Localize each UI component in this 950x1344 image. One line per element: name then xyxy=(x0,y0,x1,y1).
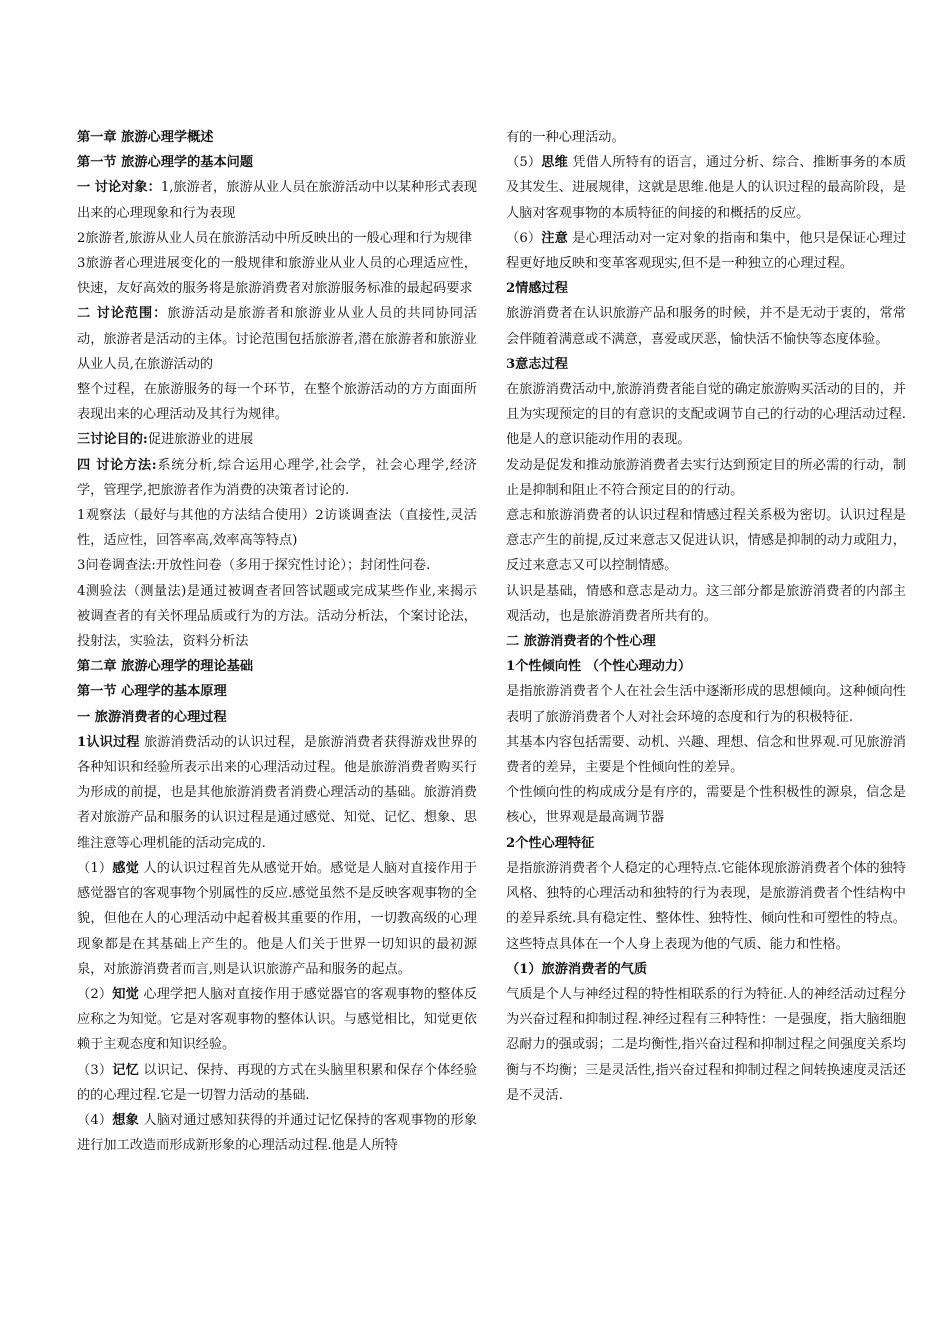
paragraph: 1观察法（最好与其他的方法结合使用）2访谈调查法（直接性,灵活性，适应性，回答率高,效率高等特点) xyxy=(77,508,477,549)
paragraph: 3旅游者心理进展变化的一般规律和旅游业从业人员的心理适应性，快速，友好高效的服务将是旅游消费者对旅游服务标准的最起码要求 xyxy=(77,256,477,297)
paragraph-memory xyxy=(77,1058,477,1108)
paragraph: 4测验法（测量法)是通过被调查者回答试题或完成某些作业,来揭示被调查者的有关怀理品质或行为的方法。活动分析法，个案讨论法，投射法，实验法，资料分析法 xyxy=(77,583,477,650)
paragraph-research-purpose xyxy=(77,427,477,452)
section-1-heading: 第一节 旅游心理学的基本问题 xyxy=(77,155,254,171)
paragraph-text: 旅游消费活动的认识过程，是旅游消费者获得游戏世界的各种知识和经验所表示出来的心理活动过程。他是旅游消费者购买行为形成的前提，也是其他旅游消费者消费心理活动的基础。旅游消费者对旅游产品和服务的认识过程是通过感觉、知觉、记忆、想象、思维注意等心理机能的活动完成的. xyxy=(77,734,477,851)
paragraph-number: （2） xyxy=(77,986,113,1002)
subsection-heading: 二 旅游消费者的个性心理 xyxy=(506,634,656,650)
subsection-heading: 一 旅游消费者的心理过程 xyxy=(77,709,227,725)
paragraph-text: 人的认识过程首先从感觉开始。感觉是人脑对直接作用于感觉器官的客观事物个别属性的反应.感觉虽然不是反映客观事物的全貌，但他在人的心理活动中起着极其重要的作用，一切教高级的心理现象都是在其基础上产生的。他是人们关于世界一切知识的最初源泉，对旅游消费者而言,则是认识旅游产品和服务的起点。 xyxy=(77,860,478,977)
paragraph-number: （1） xyxy=(77,860,113,876)
paragraph: 旅游消费者在认识旅游产品和服务的时候，并不是无动于衷的，常常会伴随着满意或不满意，喜爱或厌恶，愉快活不愉快等态度体验。 xyxy=(506,306,906,347)
will-heading: 3意志过程 xyxy=(506,356,568,372)
paragraph: 有的一种心理活动。 xyxy=(506,130,625,145)
paragraph: 个性倾向性的构成成分是有序的，需要是个性积极性的源泉，信念是核心，世界观是最高调节器 xyxy=(506,785,906,826)
paragraph-label: 思维 xyxy=(541,155,568,171)
left-column xyxy=(77,125,477,1158)
paragraph-label: 三讨论目的: xyxy=(77,432,148,448)
paragraph-text: 人脑对通过感知获得的并通过记忆保持的客观事物的形象进行加工改造而形成新形象的心理活动过程.他是人所特 xyxy=(77,1112,478,1154)
paragraph-text: 以识记、保持、再现的方式在头脑里积累和保存个体经验的的心理过程.它是一切智力活动的基础. xyxy=(77,1062,478,1103)
paragraph-label: 记忆 xyxy=(112,1062,139,1078)
paragraph: 2旅游者,旅游从业人员在旅游活动中所反映出的一般心理和行为规律 xyxy=(77,230,473,246)
paragraph-label: 一 讨论对象： xyxy=(77,180,161,196)
paragraph-research-scope xyxy=(77,301,477,377)
paragraph: 是指旅游消费者个人在社会生活中逐渐形成的思想倾向。这种倾向性表明了旅游消费者个人对社会环境的态度和行为的积极特征. xyxy=(506,684,906,725)
paragraph-text: 促进旅游业的进展 xyxy=(147,432,254,448)
paragraph-number: （4） xyxy=(77,1112,113,1128)
paragraph-text: 是心理活动对一定对象的指南和集中，他只是保证心理过程更好地反映和变革客观现实,但不是一种独立的心理过程。 xyxy=(506,230,907,272)
chapter-1-heading: 第一章 旅游心理学概述 xyxy=(77,130,214,145)
paragraph-text: 凭借人所特有的语言，通过分析、综合、推断事务的本质及其发生、进展规律，这就是思维.他是人的认识过程的最高阶段，是人脑对客观事物的本质特征的间接的和概括的反应。 xyxy=(506,155,907,221)
paragraph-number: （6） xyxy=(506,230,542,246)
paragraph: 意志和旅游消费者的认识过程和情感过程关系极为密切。认识过程是意志产生的前提,反过来意志又促进认识，情感是抑制的动力或阻力，反过来意志又可以控制情感。 xyxy=(506,508,906,574)
paragraph-number: （5） xyxy=(506,155,542,171)
paragraph: 是指旅游消费者个人稳定的心理特点.它能体现旅游消费者个体的独特风格、独特的心理活动和独特的行为表现，是旅游消费者个性结构中的差异系统.具有稳定性、整体性、独特性、倾向性和可塑性的特点。这些特点具体在一个人身上表现为他的气质、能力和性格。 xyxy=(506,860,906,952)
paragraph-label: 想象 xyxy=(112,1112,139,1128)
paragraph-label: 四 讨论方法: xyxy=(77,457,157,473)
personality-trait-heading: 2个性心理特征 xyxy=(506,835,595,851)
paragraph-sensation xyxy=(77,856,477,982)
paragraph-label: 注意 xyxy=(541,230,568,246)
emotion-heading: 2情感过程 xyxy=(506,281,568,297)
paragraph-attention xyxy=(506,226,906,276)
paragraph-label: 1认识过程 xyxy=(77,734,140,750)
paragraph: 其基本内容包括需要、动机、兴趣、理想、信念和世界观.可见旅游消费者的差异，主要是个性倾向性的差异。 xyxy=(506,734,906,776)
paragraph-number: （3） xyxy=(77,1062,113,1078)
paragraph: 在旅游消费活动中,旅游消费者能自觉的确定旅游购买活动的目的，并且为实现预定的目的有意识的支配或调节自己的行动的心理活动过程.他是人的意识能动作用的表现。 xyxy=(506,382,906,448)
paragraph: 气质是个人与神经过程的特性相联系的行为特征.人的神经活动过程分为兴奋过程和抑制过程.神经过程有三种特性：一是强度，指大脑细胞忍耐力的强或弱；二是均衡性,指兴奋过程和抑制过程之间强度关系均衡与不均衡；三是灵活性,指兴奋过程和抑制过程之间转换速度灵活还是不灵活. xyxy=(506,986,906,1103)
section-heading: 第一节 心理学的基本原理 xyxy=(77,684,227,700)
chapter-2-heading: 第二章 旅游心理学的理论基础 xyxy=(77,659,254,675)
paragraph: 整个过程，在旅游服务的每一个环节，在整个旅游活动的方方面面所表现出来的心理活动及其行为规律。 xyxy=(77,382,477,423)
paragraph-text: 1,旅游者，旅游从业人员在旅游活动中以某种形式表现出来的心理现象和行为表现 xyxy=(77,180,477,221)
right-column xyxy=(506,125,906,1108)
paragraph: 认识是基础，情感和意志是动力。这三部分都是旅游消费者的内部主观活动，也是旅游消费者所共有的。 xyxy=(506,583,906,624)
paragraph-imagination xyxy=(77,1108,477,1158)
paragraph-cognition xyxy=(77,730,477,856)
paragraph-text: 系统分析,综合运用心理学,社会学，社会心理学,经济学，管理学,把旅游者作为消费的决策者讨论的. xyxy=(77,457,477,498)
paragraph-label: 二 讨论范围： xyxy=(77,306,168,322)
personality-tendency-heading: 1个性倾向性 （个性心理动力） xyxy=(506,659,692,675)
paragraph: 3问卷调查法:开放性问卷（多用于探究性讨论）；封闭性问卷. xyxy=(77,558,431,574)
paragraph-text: 心理学把人脑对直接作用于感觉器官的客观事物的整体反应称之为知觉。它是对客观事物的整体认识。与感觉相比，知觉更依赖于主观态度和知识经验。 xyxy=(77,986,478,1053)
paragraph-research-method xyxy=(77,453,477,503)
temperament-heading: （1）旅游消费者的气质 xyxy=(506,961,648,977)
paragraph: 发动是促发和推动旅游消费者去实行达到预定目的所必需的行动，制止是抑制和阻止不符合预定目的的行动。 xyxy=(506,457,906,498)
paragraph-thinking xyxy=(506,150,906,226)
paragraph-perception xyxy=(77,982,477,1058)
paragraph-research-object xyxy=(77,175,477,225)
paragraph-label: 感觉 xyxy=(112,860,139,876)
paragraph-label: 知觉 xyxy=(112,986,139,1002)
paragraph-text: 旅游活动是旅游者和旅游业从业人员的共同协同活动，旅游者是活动的主体。讨论范围包括旅游者,潜在旅游者和旅游业从业人员,在旅游活动的 xyxy=(77,306,478,372)
